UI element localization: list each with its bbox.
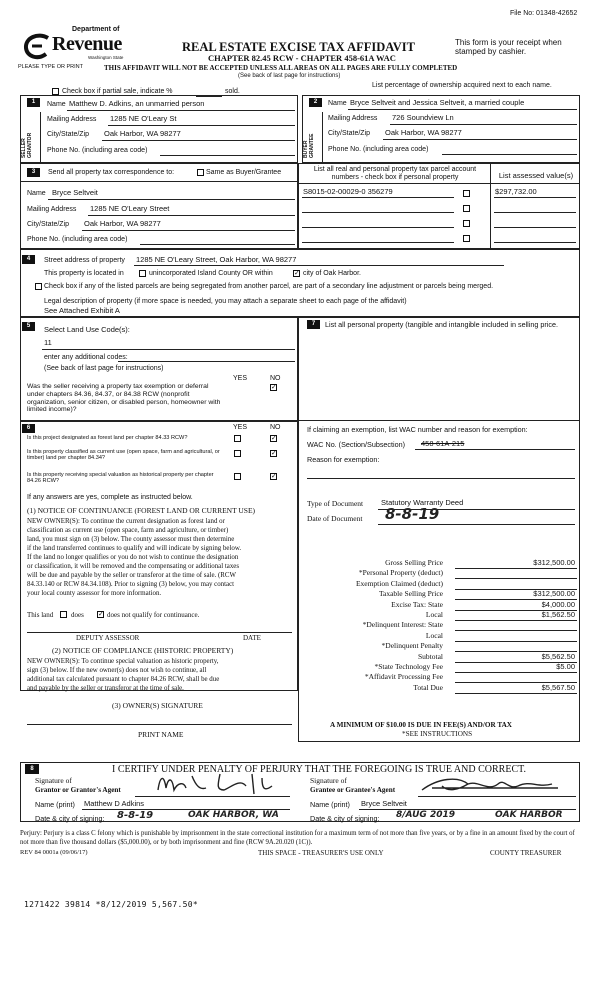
exemption-no-checkbox[interactable]: ✓ bbox=[271, 384, 277, 391]
corr-city-field[interactable]: Oak Harbor, WA 98277 bbox=[84, 219, 161, 228]
seller-name-label: Name bbox=[47, 101, 66, 108]
partial-sold-label: sold. bbox=[225, 88, 240, 95]
personal-property-label: List all personal property (tangible and intangible included in selling price. bbox=[325, 320, 558, 329]
buyer-name-label: Name bbox=[328, 100, 347, 107]
tax-row-label: *Delinquent Penalty bbox=[381, 641, 443, 651]
legal-description-field[interactable]: See Attached Exhibit A bbox=[44, 306, 120, 315]
tax-row-label: *State Technology Fee bbox=[374, 662, 443, 671]
additional-codes-field[interactable] bbox=[118, 361, 295, 362]
tax-row-label: Excise Tax: State bbox=[391, 599, 443, 609]
does-not-label: does not qualify for continuance. bbox=[107, 611, 200, 619]
corr-mail-field[interactable]: 1285 NE O'Leary Street bbox=[90, 204, 170, 213]
grantor-sig-label: Signature of bbox=[35, 776, 72, 785]
form-subtitle: CHAPTER 82.45 RCW - CHAPTER 458-61A WAC bbox=[208, 53, 396, 63]
form-revision: REV 84 0001a (09/06/17) bbox=[20, 849, 88, 856]
grantee-sign-city[interactable]: OAK HARBOR bbox=[495, 810, 563, 820]
does-checkbox[interactable] bbox=[60, 611, 67, 618]
buyer-city-field[interactable]: Oak Harbor, WA 98277 bbox=[385, 128, 462, 137]
buyer-city-label: City/State/Zip bbox=[328, 130, 371, 137]
seller-mail-field[interactable]: 1285 NE O'Leary St bbox=[110, 114, 177, 123]
exemption-question: Was the seller receiving a property tax exemption or deferral under chapters 84.36, 84.37, or 84.38 RCW (nonprofit organization, senior citizen, or disabled person, homeowner with limited income)? bbox=[27, 383, 221, 414]
tax-row-label: *Personal Property (deduct) bbox=[358, 568, 443, 578]
minimum-due-note: A MINIMUM OF $10.00 IS DUE IN FEE(S) AND/OR TAX bbox=[330, 721, 512, 729]
section-number-4: 4 bbox=[22, 255, 35, 264]
tax-row-label: Gross Selling Price bbox=[385, 558, 443, 567]
additional-codes-label: enter any additional codes: bbox=[44, 354, 128, 361]
grantee-agent-label: Grantee or Grantee's Agent bbox=[310, 786, 396, 794]
buyer-phone-label: Phone No. (including area code) bbox=[328, 146, 429, 153]
does-not-checkbox[interactable]: ✓ bbox=[98, 611, 104, 618]
please-type-note: PLEASE TYPE OR PRINT bbox=[18, 64, 84, 70]
tax-row-value[interactable]: $5,562.50 bbox=[541, 651, 575, 661]
section-number-6: 6 bbox=[22, 424, 35, 433]
street-label: Street address of property bbox=[44, 257, 125, 264]
file-number: File No: 01348-42652 bbox=[510, 10, 578, 17]
tax-row-label: *Affidavit Processing Fee bbox=[364, 672, 443, 682]
forest-q2-yes[interactable] bbox=[234, 450, 241, 457]
grantor-sign-date[interactable]: 8-8-19 bbox=[117, 810, 154, 821]
seller-name-field[interactable]: Matthew D. Adkins, an unmarried person bbox=[69, 99, 205, 108]
grantee-signature[interactable] bbox=[418, 772, 568, 798]
receipt-note: This form is your receipt when stamped by cashier. bbox=[455, 38, 562, 57]
tax-row-label: Total Due bbox=[413, 682, 443, 692]
forest-q1: Is this project designated as forest land per chapter 84.33 RCW? bbox=[27, 435, 188, 441]
personal-property-checkbox-3[interactable] bbox=[463, 220, 470, 227]
buyer-name-field[interactable]: Bryce Seltveit and Jessica Seltveit, a married couple bbox=[350, 98, 525, 107]
partial-sale-label: Check box if partial sale, indicate % bbox=[62, 88, 173, 95]
seller-grantor-label: SELLER GRANTOR bbox=[21, 132, 33, 158]
segregated-label: Check box if any of the listed parcels are being segregated from another parcel, are part of a secondary line adjustment or parcels being merged. bbox=[44, 283, 494, 290]
land-use-code-field[interactable]: 11 bbox=[44, 338, 52, 347]
owner-signature-line[interactable] bbox=[27, 724, 292, 725]
continuance-body: NEW OWNER(S): To continue the current designation as forest land or classification as current use (open space, farm and agriculture, or timber) land, you must sign on (3) below. The county assessor must then determine if the land transferred continues to qualify and will indicate by signing below. If the land no longer qualifies or you do not wish to continue the designation or classification, it will be removed and the compensating or additional taxes will be due and payable by the seller or transferor at the time of sale. (RCW 84.33.140 or RCW 84.34.108). Prior to signing (3) below, you may contact your local county assessor for more information. bbox=[27, 518, 242, 597]
section-number-3: 3 bbox=[27, 168, 40, 177]
buyer-mail-field[interactable]: 726 Soundview Ln bbox=[392, 113, 454, 122]
section-number-7: 7 bbox=[307, 320, 320, 329]
grantor-print-name[interactable]: Matthew D Adkins bbox=[84, 799, 145, 808]
forest-q1-yes[interactable] bbox=[234, 435, 241, 442]
form-title: REAL ESTATE EXCISE TAX AFFIDAVIT bbox=[182, 40, 415, 54]
seller-phone-label: Phone No. (including area code) bbox=[47, 147, 148, 154]
located-label: This property is located in bbox=[44, 270, 124, 277]
forest-q3: Is this property receiving special valuation as historical property per chapter 84.26 RCW? bbox=[27, 472, 214, 485]
revenue-logo: Department of Revenue Washington State bbox=[22, 26, 130, 66]
tax-row-value[interactable]: $5.00 bbox=[556, 662, 575, 671]
tax-row-label: Local bbox=[425, 630, 443, 640]
wac-label: WAC No. (Section/Subsection) bbox=[307, 440, 405, 449]
tax-row-label: *Delinquent Interest: State bbox=[362, 620, 443, 630]
personal-property-checkbox-1[interactable] bbox=[463, 190, 470, 197]
yes-header: YES bbox=[233, 375, 248, 382]
same-as-buyer-label: Same as Buyer/Grantee bbox=[206, 169, 282, 176]
grantor-agent-label: Grantor or Grantor's Agent bbox=[35, 786, 121, 794]
county-treasurer-label: COUNTY TREASURER bbox=[490, 849, 562, 857]
grantee-date-label: Date & city of signing: bbox=[310, 814, 380, 823]
personal-property-checkbox-2[interactable] bbox=[463, 205, 470, 212]
owner-signature-label: (3) OWNER(S) SIGNATURE bbox=[112, 701, 203, 710]
section-number-1: 1 bbox=[27, 98, 40, 107]
doc-date-label: Date of Document bbox=[307, 514, 363, 523]
if-yes-note: If any answers are yes, complete as instructed below. bbox=[27, 494, 193, 501]
section-number-8: 8 bbox=[25, 764, 39, 774]
land-use-label: Select Land Use Code(s): bbox=[44, 325, 130, 334]
unincorporated-checkbox[interactable] bbox=[139, 270, 146, 277]
treasurer-only-note: THIS SPACE - TREASURER'S USE ONLY bbox=[258, 849, 384, 857]
tax-row-value[interactable]: $5,567.50 bbox=[541, 682, 575, 692]
grantee-name-label: Name (print) bbox=[310, 800, 350, 809]
deputy-date-label: DATE bbox=[243, 634, 261, 642]
compliance-body: NEW OWNER(S): To continue special valuation as historic property, sign (3) below. If the new owner(s) does not wish to continue, all additional tax calculated pursuant to chapter 84.26 RCW, shall be due and payable by the seller or transferor at the time of sale. bbox=[27, 658, 220, 692]
grantee-sign-date[interactable]: 8/AUG 2019 bbox=[396, 810, 455, 820]
forest-no-header: NO bbox=[270, 424, 281, 431]
does-label: does bbox=[71, 611, 84, 619]
doc-date-field[interactable]: 8-8-19 bbox=[385, 505, 440, 523]
exemption-label: If claiming an exemption, list WAC number and reason for exemption: bbox=[307, 425, 528, 434]
grantee-sig-label: Signature of bbox=[310, 776, 347, 785]
grantor-signature[interactable] bbox=[150, 768, 290, 798]
seller-mail-label: Mailing Address bbox=[47, 116, 97, 123]
grantor-sign-city[interactable]: OAK HARBOR, WA bbox=[188, 810, 279, 820]
corr-phone-label: Phone No. (including area code) bbox=[27, 236, 128, 243]
corr-name-field[interactable]: Bryce Seltveit bbox=[52, 188, 98, 197]
personal-property-checkbox-4[interactable] bbox=[463, 235, 470, 242]
tax-row-label: Taxable Selling Price bbox=[378, 589, 443, 599]
forest-yes-header: YES bbox=[233, 424, 248, 431]
corr-phone-field[interactable] bbox=[140, 244, 295, 245]
grantor-date-label: Date & city of signing: bbox=[35, 814, 105, 823]
see-instructions-note: *SEE INSTRUCTIONS bbox=[402, 730, 473, 738]
corr-mail-label: Mailing Address bbox=[27, 206, 77, 213]
continuance-heading: (1) NOTICE OF CONTINUANCE (FOREST LAND OR CURRENT USE) bbox=[27, 506, 256, 515]
parcel-number-field[interactable]: S8015-02-00029-0 356279 bbox=[303, 187, 393, 196]
personal-property-section bbox=[298, 317, 580, 421]
segregated-checkbox[interactable] bbox=[35, 283, 42, 290]
correspondence-label: Send all property tax correspondence to: bbox=[48, 169, 175, 176]
seller-phone-field[interactable] bbox=[160, 155, 295, 156]
wac-number-field[interactable]: 458-61A-215 bbox=[421, 439, 465, 448]
grantee-print-name[interactable]: Bryce Seltveit bbox=[361, 799, 407, 808]
tax-row-value[interactable]: $312,500.00 bbox=[533, 558, 575, 567]
compliance-heading: (2) NOTICE OF COMPLIANCE (HISTORIC PROPERTY) bbox=[52, 646, 234, 655]
seller-city-field[interactable]: Oak Harbor, WA 98277 bbox=[104, 129, 181, 138]
partial-sale-checkbox[interactable] bbox=[52, 88, 59, 95]
perjury-notice: Perjury: Perjury is a class C felony which is punishable by imprisonment in the state correctional institution for a maximum term of not more than five years, or by a fine in an amount fixed by the court of not more than five thousand dollars ($5,000.00), or by both imprisonment and fine (RCW 9A.20.020 (1C)). bbox=[20, 830, 575, 846]
section-number-2: 2 bbox=[309, 98, 322, 107]
reason-label: Reason for exemption: bbox=[307, 455, 380, 464]
city-label: city of Oak Harbor. bbox=[303, 270, 361, 277]
seller-city-label: City/State/Zip bbox=[47, 131, 90, 138]
assessed-value-field[interactable]: $297,732.00 bbox=[495, 187, 537, 196]
tax-row-label: Subtotal bbox=[417, 651, 443, 661]
see-back-note: (See back of last page for instructions) bbox=[238, 73, 341, 79]
doc-type-label: Type of Document bbox=[307, 499, 364, 508]
forest-q1-no[interactable]: ✓ bbox=[271, 435, 277, 442]
section-number-5: 5 bbox=[22, 322, 35, 331]
city-checkbox[interactable]: ✓ bbox=[294, 270, 300, 277]
parcel-header: List all real and personal property tax parcel account numbers - check box if personal property bbox=[313, 166, 477, 182]
forest-q3-yes[interactable] bbox=[234, 473, 241, 480]
tax-row-value[interactable]: $4,000.00 bbox=[541, 599, 575, 609]
corr-name-label: Name bbox=[27, 190, 46, 197]
this-land-label: This land bbox=[27, 611, 54, 619]
legal-label: Legal description of property (if more space is needed, you may attach a separate sheet to each page of the affidavit) bbox=[44, 298, 407, 305]
ownership-note: List percentage of ownership acquired next to each name. bbox=[372, 82, 552, 89]
buyer-mail-label: Mailing Address bbox=[328, 115, 378, 122]
buyer-grantee-label: BUYER GRANTEE bbox=[303, 133, 315, 158]
forest-q2-no[interactable]: ✓ bbox=[271, 450, 277, 457]
tax-row-value[interactable]: $1,562.50 bbox=[541, 610, 575, 619]
buyer-phone-field[interactable] bbox=[442, 154, 577, 155]
no-header: NO bbox=[270, 375, 281, 382]
grantor-name-label: Name (print) bbox=[35, 800, 75, 809]
same-as-buyer-checkbox[interactable] bbox=[197, 169, 204, 176]
tax-row-label: Local bbox=[425, 610, 443, 619]
revenue-swoosh-icon bbox=[22, 32, 52, 62]
assessed-header: List assessed value(s) bbox=[498, 171, 574, 180]
forest-q2: Is this property classified as current use (open space, farm and agricultural, or timber) land per chapter 84.34? bbox=[27, 449, 220, 462]
doc-type-field[interactable]: Statutory Warranty Deed bbox=[381, 498, 464, 507]
print-name-label: PRINT NAME bbox=[138, 730, 184, 739]
land-use-see-back: (See back of last page for instructions) bbox=[44, 365, 164, 372]
street-address-field[interactable]: 1285 NE O'Leary Street, Oak Harbor, WA 98277 bbox=[136, 255, 297, 264]
certify-text: I CERTIFY UNDER PENALTY OF PERJURY THAT THE FOREGOING IS TRUE AND CORRECT. bbox=[112, 764, 526, 775]
warning-text: THIS AFFIDAVIT WILL NOT BE ACCEPTED UNLESS ALL AREAS ON ALL PAGES ARE FULLY COMPLETED bbox=[104, 64, 458, 72]
unincorporated-label: unincorporated Island County OR within bbox=[149, 270, 273, 277]
receipt-stamp: 1271422 39814 *8/12/2019 5,567.50* bbox=[24, 900, 198, 909]
deputy-signature-line[interactable] bbox=[27, 632, 292, 633]
deputy-assessor-label: DEPUTY ASSESSOR bbox=[76, 634, 140, 642]
tax-row-label: Exemption Claimed (deduct) bbox=[355, 578, 443, 588]
tax-row-value[interactable]: $312,500.00 bbox=[533, 589, 575, 599]
corr-city-label: City/State/Zip bbox=[27, 221, 70, 228]
forest-q3-no[interactable]: ✓ bbox=[271, 473, 277, 480]
